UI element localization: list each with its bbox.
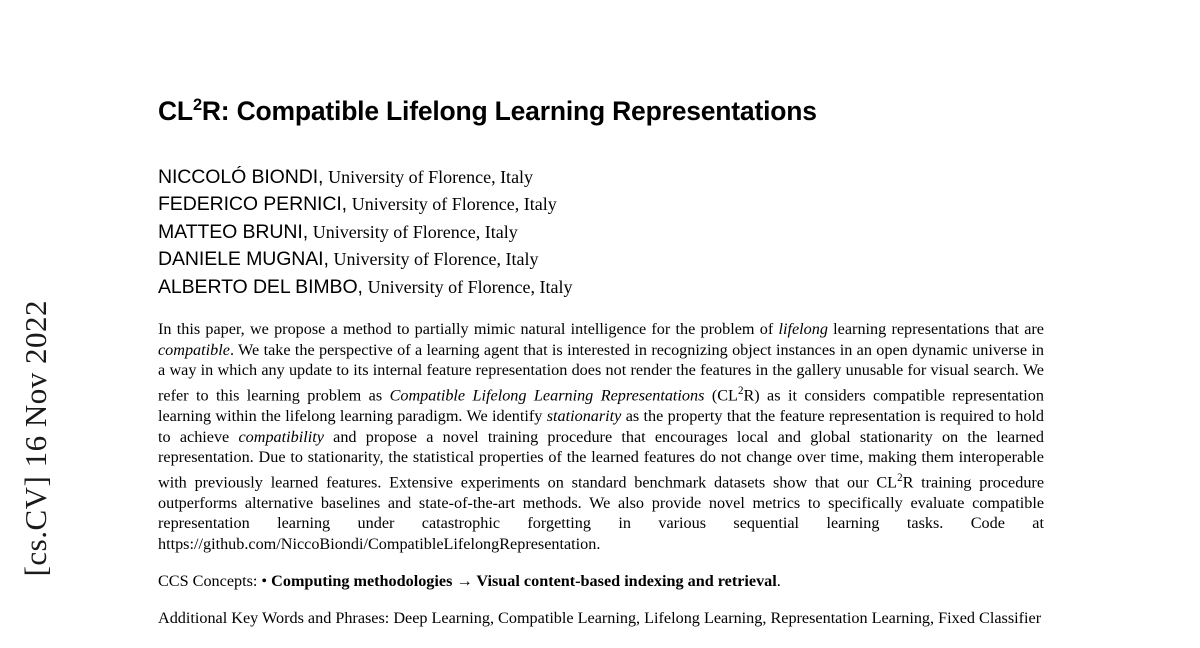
ccs-category: Computing methodologies [271,571,453,590]
title-superscript: 2 [192,96,202,115]
abstract-superscript: 2 [737,385,744,398]
paper-content [158,0,1044,644]
author-affiliation: University of Florence, Italy [351,194,557,215]
abstract-text: R) as it considers compatible representation learning within the lifelong learning paradigm. We identify [158,386,1044,426]
keywords-line: Additional Key Words and Phrases: Deep Learning, Compatible Learning, Lifelong Learning, Representation Learning, Fixed Classifier [158,608,1042,627]
ccs-period: . [776,571,781,590]
ccs-arrow: → [452,571,477,590]
arxiv-identifier-stamp: [cs.CV] 16 Nov 2022 [18,300,53,577]
author-affiliation: University of Florence, Italy [328,166,534,187]
abstract-emphasis: compatibility [238,427,324,446]
author-name: ALBERTO DEL BIMBO, [158,275,363,298]
abstract-paragraph [158,319,1044,554]
author-name: MATTEO BRUNI, [158,220,309,243]
abstract-emphasis: lifelong [778,320,828,339]
abstract-superscript: 2 [897,471,903,484]
abstract-emphasis: Compatible Lifelong Learning Representations [389,386,705,405]
ccs-label: CCS Concepts: • [158,571,272,590]
author-affiliation: University of Florence, Italy [312,221,518,242]
title-rest: R: Compatible Lifelong Learning Representations [201,96,817,126]
page-title [158,96,1044,128]
abstract-text: In this paper, we propose a method to partially mimic natural intelligence for the problem of [158,320,779,339]
abstract-text: . We take the perspective of a learning agent that is interested in recognizing object instances in an open dynamic universe in a way in which any update to its internal feature representation does not render the features in the gallery unusable for visual search. We refer to this learning problem as [158,340,1044,405]
author-entry [158,191,1044,219]
abstract-text: R training procedure outperforms alternative baselines and state-of-the-art methods. We also provide novel metrics to specifically evaluate compatible representation learning under catastrophic forgetting in various sequential learning tasks. Code at https://github.com/NiccoBiondi/CompatibleLifelongRepresentation. [158,473,1045,554]
author-name: DANIELE MUGNAI, [158,248,329,271]
title-prefix: CL [158,96,193,126]
abstract-text: (CL [704,386,738,405]
abstract-emphasis: compatible [158,340,230,359]
ccs-subcategory: Visual content-based indexing and retrieval [476,571,777,590]
author-entry [158,164,1044,192]
ccs-concepts [158,571,1044,592]
abstract-text: as the property that the feature representation is required to hold to achieve [158,407,1045,446]
abstract-text: and propose a novel training procedure that encourages local and global stationarity on the learned representation. Due to stationarity, the statistical properties of the learned features do not change over time, making them interoperable with previously learned features. Extensive experiments on standard benchmark datasets show that our CL [158,427,1045,492]
author-affiliation: University of Florence, Italy [367,276,573,297]
author-name: NICCOLÓ BIONDI, [158,165,324,188]
abstract-emphasis: stationarity [546,407,622,426]
author-entry [158,219,1044,247]
page-edge-rule [96,0,97,648]
author-affiliation: University of Florence, Italy [333,249,539,270]
abstract-text: learning representations that are [827,320,1044,339]
author-list [158,164,1044,302]
author-entry [158,274,1044,302]
author-name: FEDERICO PERNICI, [158,193,347,216]
author-entry [158,246,1044,274]
